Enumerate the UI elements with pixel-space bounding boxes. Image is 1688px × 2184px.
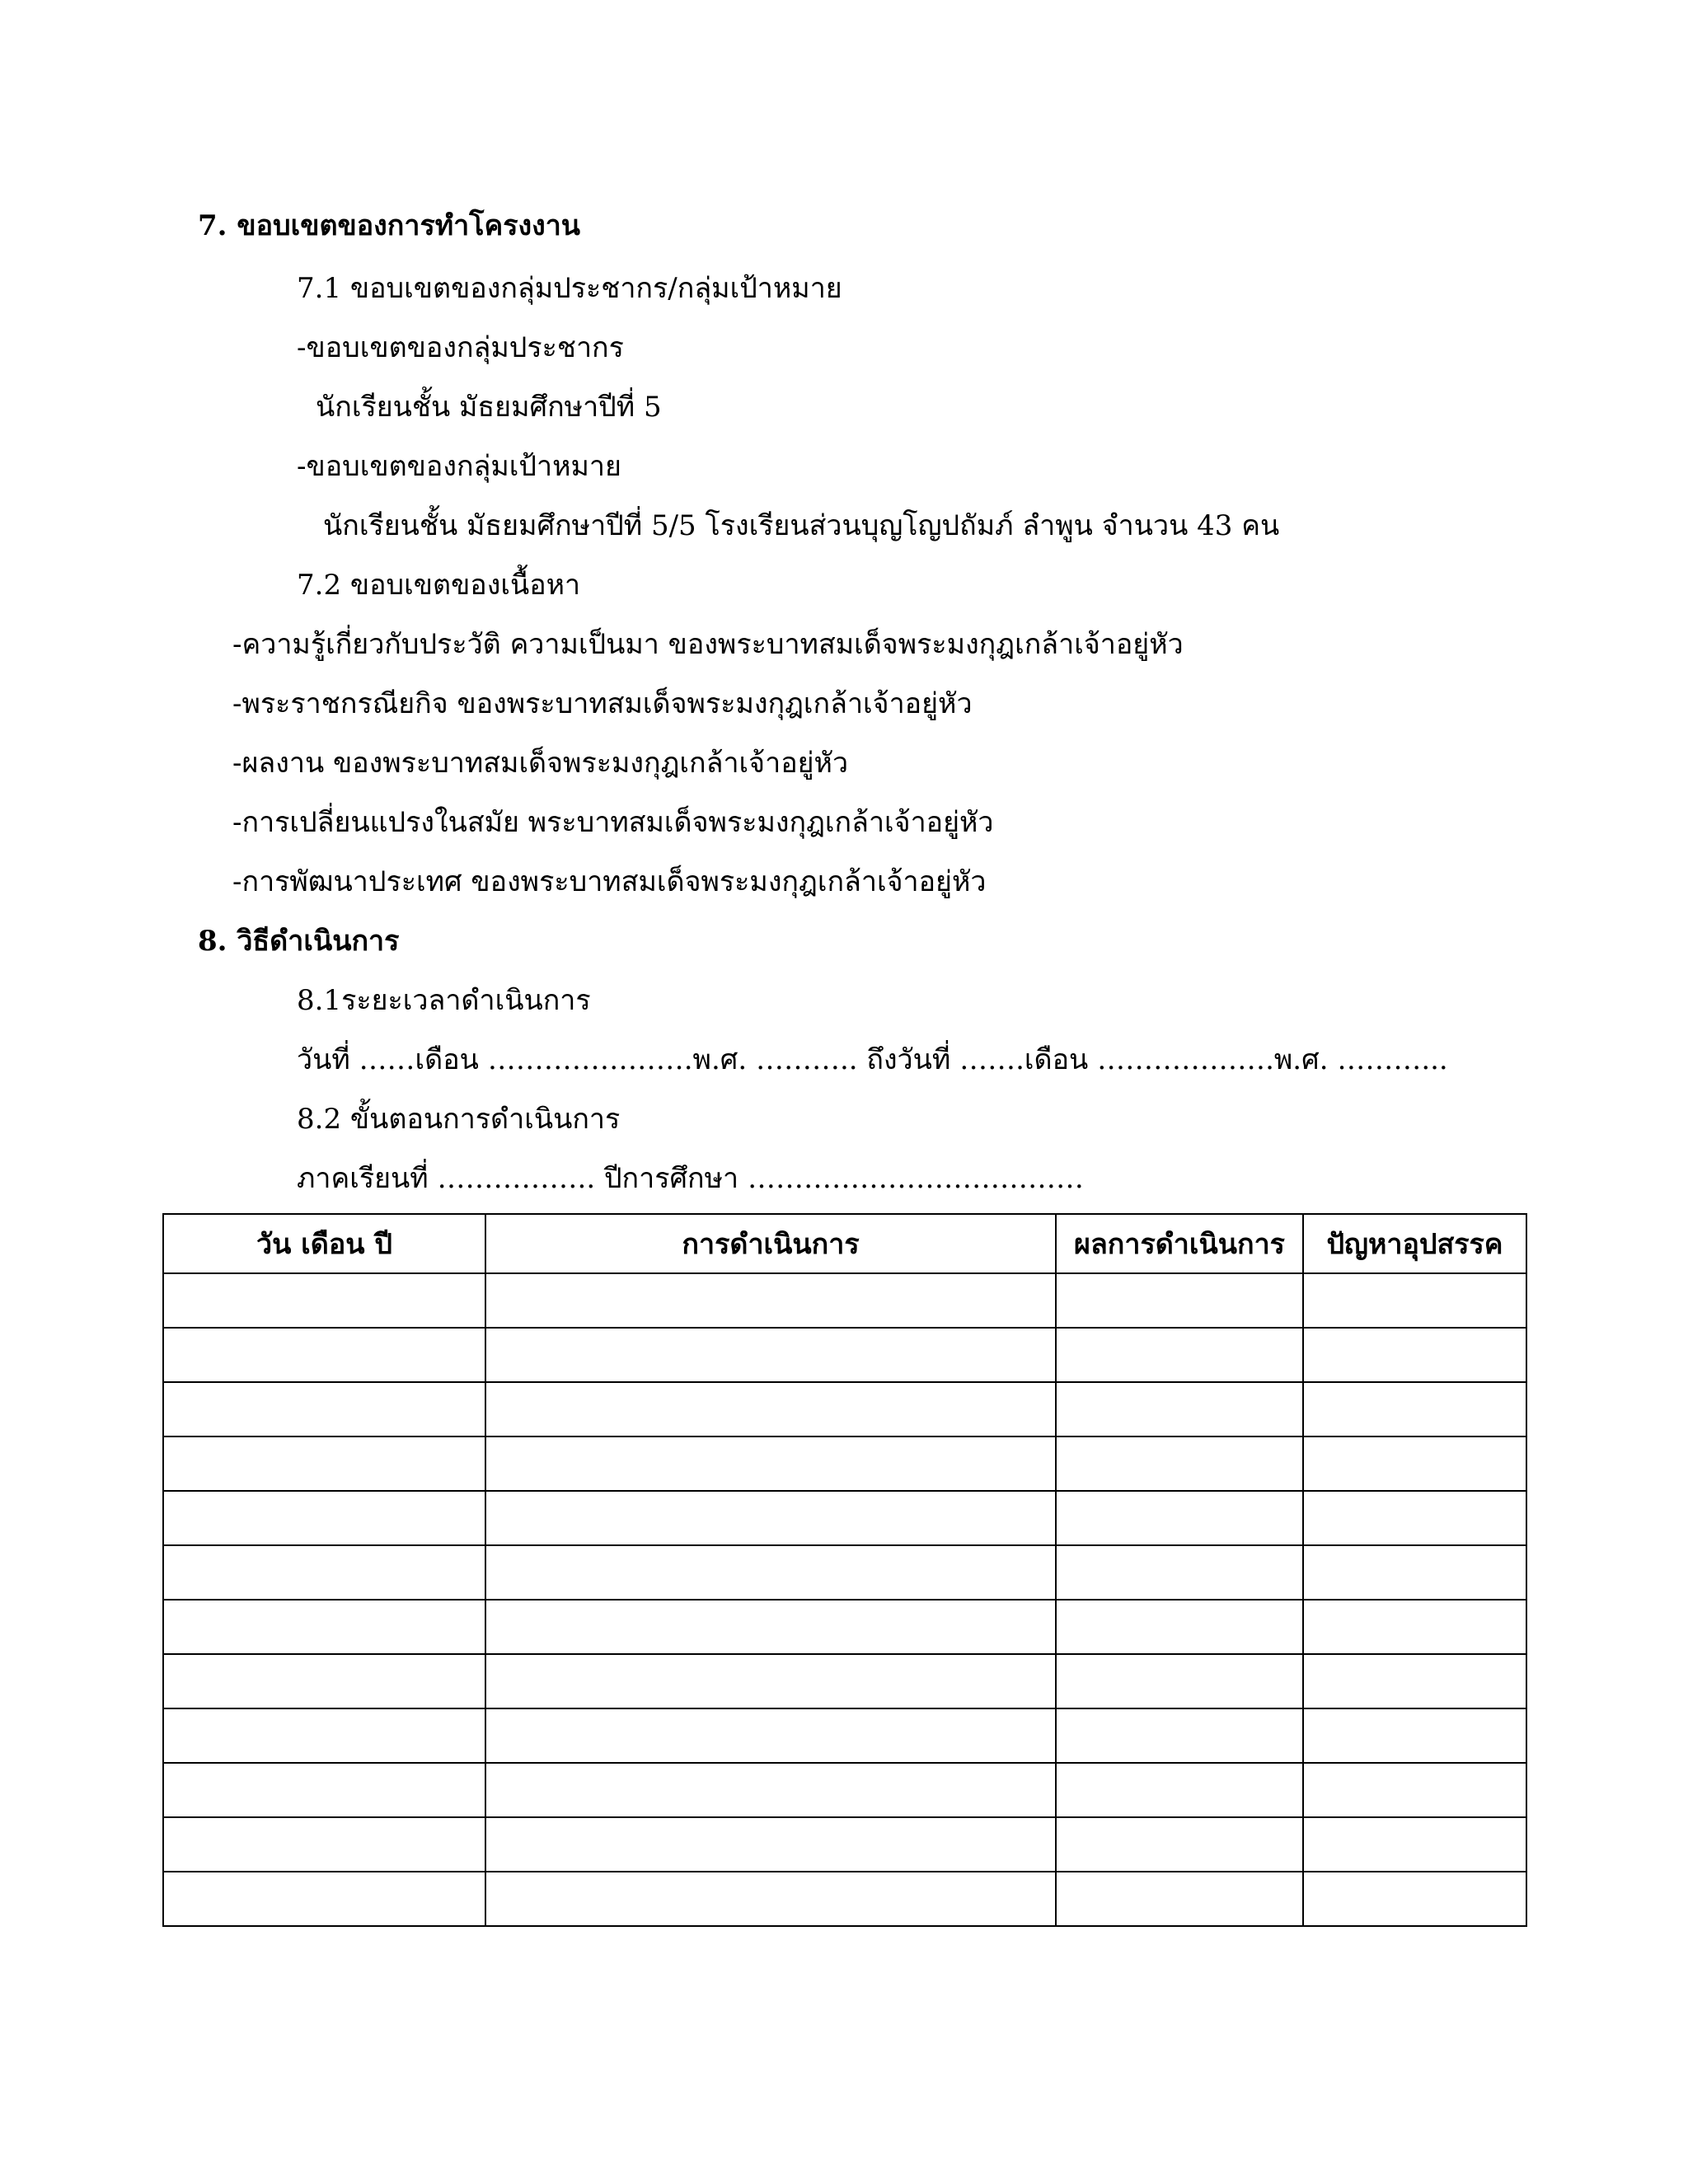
table-cell	[1303, 1763, 1526, 1817]
table-cell	[1056, 1763, 1303, 1817]
table-header-row	[163, 1214, 1526, 1273]
table-cell	[1303, 1436, 1526, 1491]
table-row	[163, 1763, 1526, 1817]
table-cell	[485, 1491, 1056, 1545]
section-7-2-heading: 7.2 ขอบเขตของเนื้อหา	[297, 569, 581, 602]
table-row	[163, 1328, 1526, 1382]
content-scope-item: -การเปลี่ยนแปรงในสมัย พระบาทสมเด็จพระมงกุฎเกล้าเจ้าอยู่หัว	[232, 806, 994, 839]
table-cell	[1056, 1654, 1303, 1708]
table-cell	[1056, 1382, 1303, 1436]
table-row	[163, 1600, 1526, 1654]
section-7-1-heading: 7.1 ขอบเขตของกลุ่มประชากร/กลุ่มเป้าหมาย	[297, 272, 842, 305]
table-cell	[163, 1273, 485, 1328]
table-cell	[1056, 1545, 1303, 1600]
table-row	[163, 1708, 1526, 1763]
table-cell	[1303, 1491, 1526, 1545]
table-cell	[1303, 1654, 1526, 1708]
table-cell	[1056, 1436, 1303, 1491]
table-cell	[1056, 1872, 1303, 1926]
table-cell	[163, 1763, 485, 1817]
table-cell	[485, 1273, 1056, 1328]
table-row	[163, 1545, 1526, 1600]
population-scope-value: นักเรียนชั้น มัธยมศึกษาปีที่ 5	[316, 391, 662, 424]
date-range-line: วันที่ ……เดือน ………………….พ.ศ. ……….. ถึงวันที่ …….เดือน ……………….พ.ศ. ………...	[297, 1043, 1448, 1076]
table-cell	[163, 1328, 485, 1382]
table-cell	[163, 1872, 485, 1926]
table-cell	[1303, 1600, 1526, 1654]
table-cell	[1056, 1491, 1303, 1545]
term-line: ภาคเรียนที่ …………….. ปีการศึกษา ………………………………	[297, 1162, 1084, 1195]
table-row	[163, 1382, 1526, 1436]
table-row	[163, 1491, 1526, 1545]
table-cell	[1056, 1600, 1303, 1654]
table-cell	[1303, 1273, 1526, 1328]
table-cell	[485, 1545, 1056, 1600]
content-scope-item: -ผลงาน ของพระบาทสมเด็จพระมงกุฎเกล้าเจ้าอยู่หัว	[232, 747, 849, 780]
section-8-1-heading: 8.1ระยะเวลาดำเนินการ	[297, 984, 591, 1017]
procedure-table	[162, 1213, 1527, 1927]
target-scope-label: -ขอบเขตของกลุ่มเป้าหมาย	[297, 450, 621, 483]
table-cell	[1303, 1872, 1526, 1926]
table-row	[163, 1817, 1526, 1872]
table-cell	[485, 1872, 1056, 1926]
table-row	[163, 1654, 1526, 1708]
table-cell	[163, 1491, 485, 1545]
table-cell	[1056, 1273, 1303, 1328]
table-cell	[485, 1600, 1056, 1654]
content-scope-item: -การพัฒนาประเทศ ของพระบาทสมเด็จพระมงกุฎเกล้าเจ้าอยู่หัว	[232, 865, 987, 898]
content-scope-item: -ความรู้เกี่ยวกับประวัติ ความเป็นมา ของพระบาทสมเด็จพระมงกุฎเกล้าเจ้าอยู่หัว	[232, 628, 1184, 661]
table-cell	[1303, 1817, 1526, 1872]
table-cell	[163, 1708, 485, 1763]
table-cell	[485, 1382, 1056, 1436]
table-row	[163, 1273, 1526, 1328]
target-scope-value: นักเรียนชั้น มัธยมศึกษาปีที่ 5/5 โรงเรียนส่วนบุญโญปถัมภ์ ลำพูน จำนวน 43 คน	[323, 509, 1280, 542]
table-row	[163, 1872, 1526, 1926]
table-cell	[163, 1382, 485, 1436]
table-cell	[1056, 1708, 1303, 1763]
section-7-heading: 7. ขอบเขตของการทำโครงงาน	[198, 209, 581, 242]
content-scope-item: -พระราชกรณียกิจ ของพระบาทสมเด็จพระมงกุฎเกล้าเจ้าอยู่หัว	[232, 687, 973, 720]
table-cell	[163, 1600, 485, 1654]
table-cell	[1056, 1328, 1303, 1382]
section-8-heading: 8. วิธีดำเนินการ	[198, 925, 400, 958]
table-cell	[485, 1763, 1056, 1817]
table-cell	[1056, 1817, 1303, 1872]
table-cell	[485, 1654, 1056, 1708]
table-row	[163, 1436, 1526, 1491]
header-obstacles: ปัญหาอุปสรรค	[1303, 1214, 1526, 1273]
population-scope-label: -ขอบเขตของกลุ่มประชากร	[297, 331, 624, 364]
table-cell	[1303, 1708, 1526, 1763]
table-cell	[1303, 1382, 1526, 1436]
table-cell	[163, 1654, 485, 1708]
header-result: ผลการดำเนินการ	[1056, 1214, 1303, 1273]
section-8-2-heading: 8.2 ขั้นตอนการดำเนินการ	[297, 1103, 621, 1136]
header-operation: การดำเนินการ	[485, 1214, 1056, 1273]
table-cell	[485, 1817, 1056, 1872]
table-cell	[485, 1328, 1056, 1382]
table-cell	[163, 1817, 485, 1872]
header-date: วัน เดือน ปี	[163, 1214, 485, 1273]
table-cell	[1303, 1328, 1526, 1382]
table-cell	[163, 1436, 485, 1491]
table-cell	[1303, 1545, 1526, 1600]
table-cell	[163, 1545, 485, 1600]
table-cell	[485, 1708, 1056, 1763]
table-cell	[485, 1436, 1056, 1491]
